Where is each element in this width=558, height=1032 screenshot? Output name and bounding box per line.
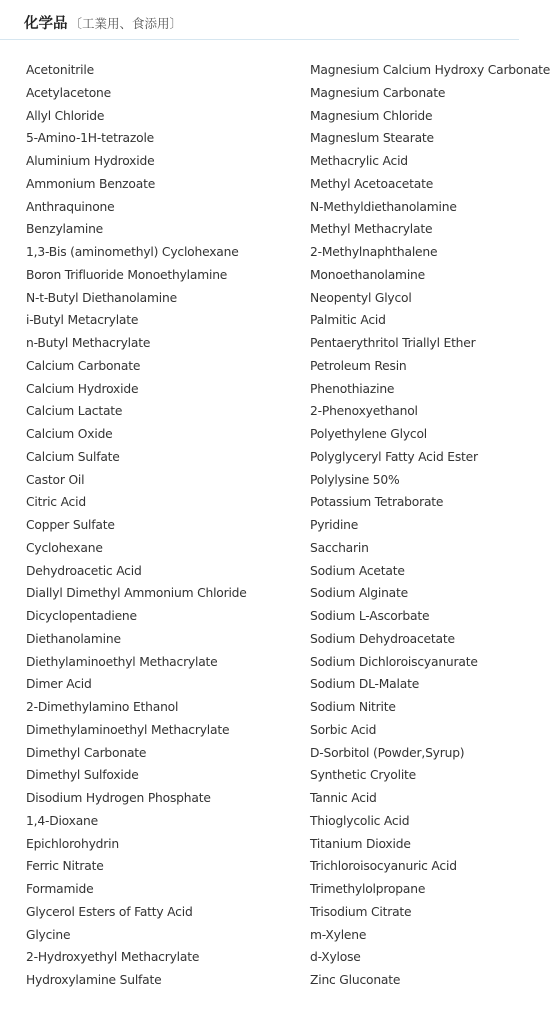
chemical-list-item: Polylysine 50% <box>310 472 400 487</box>
chemical-list-item: Castor Oil <box>26 472 85 487</box>
chemical-list-item: Calcium Lactate <box>26 404 123 419</box>
chemical-list-item: Potassium Tetraborate <box>310 495 444 510</box>
chemical-list-item: Methacrylic Acid <box>310 154 408 168</box>
chemical-list-item: Calcium Sulfate <box>26 449 120 464</box>
chemical-list-item: m-Xylene <box>310 927 367 942</box>
chemical-list-item: Dimethylaminoethyl Methacrylate <box>26 722 230 737</box>
chemical-list-item: Sodium Dehydroacetate <box>310 631 455 646</box>
chemical-list-item: Sorbic Acid <box>310 722 377 737</box>
chemical-list-item: Formamide <box>26 882 94 896</box>
chemical-list-item: 1,4-Dioxane <box>26 813 98 828</box>
chemical-list-item: Polyglyceryl Fatty Acid Ester <box>310 449 478 464</box>
chemical-list-item: D-Sorbitol (Powder,Syrup) <box>310 745 465 760</box>
chemical-list-item: Sodium L-Ascorbate <box>310 609 430 623</box>
chemical-list-item: Polyethylene Glycol <box>310 427 428 441</box>
chemical-list-item: Sodium Acetate <box>310 563 405 578</box>
chemical-list-item: i-Butyl Metacrylate <box>26 313 139 328</box>
page-header <box>24 12 182 36</box>
chemical-list-item: Cyclohexane <box>26 540 103 555</box>
chemical-list-item: Boron Trifluoride Monoethylamine <box>26 267 228 282</box>
chemical-list-item: Magneslum Stearate <box>310 131 434 146</box>
chemical-list-item: Citric Acid <box>26 495 86 510</box>
chemical-list-item: Neopentyl Glycol <box>310 290 412 305</box>
chemical-list-item: Glycine <box>26 927 71 942</box>
chemical-list-item: Magnesium Chloride <box>310 108 433 123</box>
chemical-list-item: Petroleum Resin <box>310 358 407 373</box>
chemical-list-item: Dehydroacetic Acid <box>26 563 142 578</box>
chemical-list-item: 1,3-Bis (aminomethyl) Cyclohexane <box>26 245 239 259</box>
chemical-list-item: d-Xylose <box>310 950 361 965</box>
chemical-list-item: Palmitic Acid <box>310 313 386 328</box>
chemical-list-item: Tannic Acid <box>310 791 377 805</box>
chemical-list-item: Magnesium Carbonate <box>310 85 446 100</box>
chemical-list-item: Calcium Oxide <box>26 427 113 441</box>
chemical-list-item: Methyl Acetoacetate <box>310 176 434 191</box>
chemical-list-item: 2-Hydroxyethyl Methacrylate <box>26 950 200 965</box>
chemical-list-item: Trichloroisocyanuric Acid <box>310 859 457 874</box>
chemical-list-item: Hydroxylamine Sulfate <box>26 973 162 987</box>
chemical-list-item: N-t-Butyl Diethanolamine <box>26 290 177 305</box>
chemical-list-item: Titanium Dioxide <box>310 836 411 851</box>
chemical-list-item: Ferric Nitrate <box>26 859 104 874</box>
chemical-list-item: 2-Methylnaphthalene <box>310 245 438 259</box>
chemical-list-item: Synthetic Cryolite <box>310 768 417 783</box>
chemical-list-item: Pyridine <box>310 518 359 532</box>
chemical-list-item: Trimethylolpropane <box>310 882 426 896</box>
chemical-list-item: Dimethyl Carbonate <box>26 745 147 760</box>
chemical-list-item: Monoethanolamine <box>310 267 425 282</box>
chemical-list-item: Disodium Hydrogen Phosphate <box>26 791 211 805</box>
chemical-list-item: n-Butyl Methacrylate <box>26 336 151 350</box>
chemical-list-item: Copper Sulfate <box>26 518 115 532</box>
chemical-list-item: Calcium Hydroxide <box>26 381 139 396</box>
chemical-list-item: Dimethyl Sulfoxide <box>26 768 139 783</box>
chemical-list-item: Dimer Acid <box>26 677 92 692</box>
chemical-list-item: Sodium Dichloroiscyanurate <box>310 654 478 669</box>
chemical-list-item: Aluminium Hydroxide <box>26 154 155 168</box>
page-title: 化学品 <box>24 16 68 32</box>
chemical-list-item: Calcium Carbonate <box>26 358 141 373</box>
chemical-list-item: Anthraquinone <box>26 199 115 214</box>
chemical-list-item: Diethylaminoethyl Methacrylate <box>26 654 218 669</box>
chemical-list-item: Sodium Nitrite <box>310 700 396 714</box>
chemical-list-item: Epichlorohydrin <box>26 836 119 851</box>
chemical-list-left-column <box>26 59 296 992</box>
chemical-list-item: Methyl Methacrylate <box>310 222 433 237</box>
chemical-list-item: 2-Phenoxyethanol <box>310 404 418 419</box>
chemical-list-item: Saccharin <box>310 540 369 555</box>
chemical-list-item: Allyl Chloride <box>26 108 105 123</box>
chemical-list-item: Dicyclopentadiene <box>26 609 137 623</box>
chemical-list-item: Ammonium Benzoate <box>26 176 156 191</box>
chemical-list-item: Glycerol Esters of Fatty Acid <box>26 904 193 919</box>
chemical-list-item: 2-Dimethylamino Ethanol <box>26 700 179 714</box>
chemical-list-item: Phenothiazine <box>310 381 395 396</box>
chemical-list-item: Magnesium Calcium Hydroxy Carbonate <box>310 63 551 77</box>
chemical-list-item: Benzylamine <box>26 222 104 237</box>
chemical-list-item: Acetylacetone <box>26 85 112 100</box>
chemical-list-right-column <box>310 59 556 992</box>
page-subtitle: 〔工業用、食添用〕 <box>69 16 183 31</box>
chemical-list-item: Diallyl Dimethyl Ammonium Chloride <box>26 586 247 601</box>
chemical-list-item: Zinc Gluconate <box>310 973 401 987</box>
chemical-list-item: 5-Amino-1H-tetrazole <box>26 131 155 146</box>
chemical-list-item: Acetonitrile <box>26 63 94 77</box>
chemical-list-item: Thioglycolic Acid <box>310 813 410 828</box>
chemical-list-item: Pentaerythritol Triallyl Ether <box>310 336 476 350</box>
chemical-list-item: Sodium DL-Malate <box>310 677 420 692</box>
chemical-list-item: Trisodium Citrate <box>310 904 412 919</box>
header-divider <box>0 39 519 40</box>
chemical-list-item: Diethanolamine <box>26 631 121 646</box>
chemical-list-item: Sodium Alginate <box>310 586 408 601</box>
chemical-list-item: N-Methyldiethanolamine <box>310 199 457 214</box>
